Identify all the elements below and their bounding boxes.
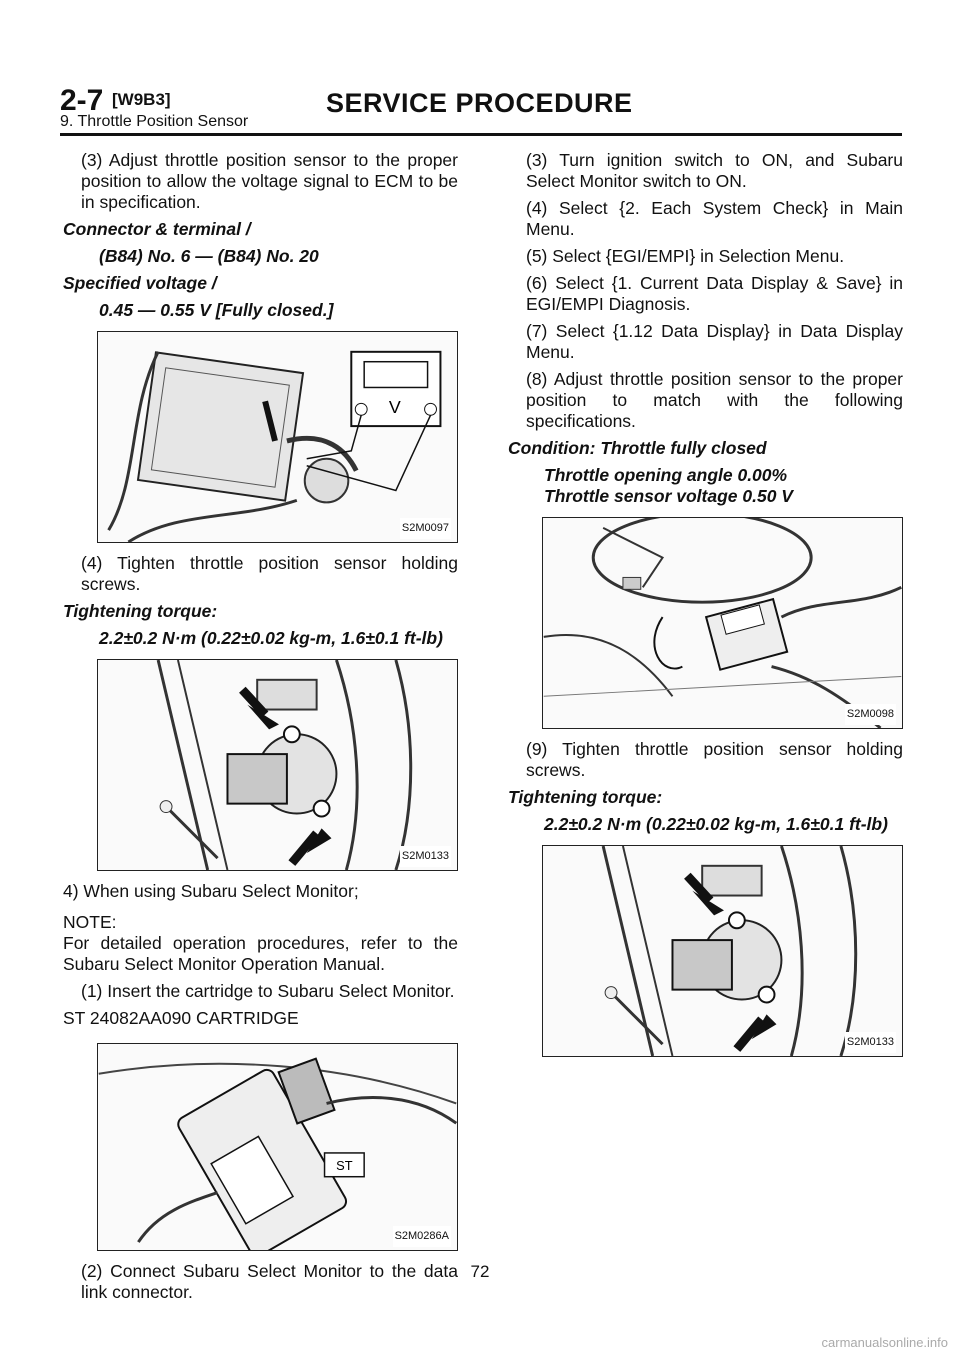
- step-2-connect: (2) Connect Subaru Select Monitor to the data link connector.: [81, 1261, 458, 1302]
- throttle-sensor-illustration: [543, 846, 902, 1056]
- note-label: NOTE:: [63, 912, 117, 932]
- special-tool-line: ST 24082AA090 CARTRIDGE: [63, 1008, 299, 1028]
- torque-label: Tightening torque:: [63, 601, 218, 621]
- watermark: carmanualsonline.info: [821, 1335, 948, 1350]
- step-3-ignition: (3) Turn ignition switch to ON, and Subaru Select Monitor switch to ON.: [526, 150, 903, 191]
- figure-caption: S2M0098: [845, 704, 896, 725]
- torque-value: 2.2±0.2 N·m (0.22±0.02 kg-m, 1.6±0.1 ft-lb): [544, 814, 888, 834]
- figure-throttle-sensor-2: [542, 845, 903, 1057]
- note-text: For detailed operation procedures, refer to the Subaru Select Monitor Operation Manual.: [63, 933, 458, 974]
- connector-label: Connector & terminal /: [63, 219, 251, 239]
- step-5-selection-menu: (5) Select {EGI/EMPI} in Selection Menu.: [526, 246, 845, 266]
- section-code: [W9B3]: [112, 90, 171, 109]
- step-4-tighten: (4) Tighten throttle position sensor holding screws.: [81, 553, 458, 594]
- svg-text:V: V: [388, 397, 401, 418]
- condition-line-2: Throttle opening angle 0.00%: [544, 465, 788, 485]
- torque-label: Tightening torque:: [508, 787, 663, 807]
- figure-caption: S2M0133: [400, 846, 451, 867]
- voltage-label: Specified voltage /: [63, 273, 217, 293]
- step-3-adjust: (3) Adjust throttle position sensor to the proper position to allow the voltage signal to ECM to be in specification.: [81, 150, 458, 212]
- subsection-title: 9. Throttle Position Sensor: [60, 113, 249, 130]
- section-title: SERVICE PROCEDURE: [326, 88, 633, 118]
- figure-select-monitor: [542, 517, 903, 729]
- voltage-value: 0.45 — 0.55 V [Fully closed.]: [99, 300, 334, 320]
- figure-caption: S2M0286A: [393, 1226, 451, 1247]
- step-8-adjust: (8) Adjust throttle position sensor to the proper position to match with the following specifications.: [526, 369, 903, 431]
- condition-line-1: Condition: Throttle fully closed: [508, 438, 767, 458]
- step-4-select-monitor: 4) When using Subaru Select Monitor;: [63, 881, 359, 901]
- header-rule: [60, 133, 902, 136]
- throttle-sensor-illustration: [98, 660, 457, 870]
- connector-value: (B84) No. 6 — (B84) No. 20: [99, 246, 319, 266]
- step-7-data-display: (7) Select {1.12 Data Display} in Data Display Menu.: [526, 321, 903, 362]
- right-column: [508, 150, 903, 1067]
- ecm-voltmeter-illustration: [98, 332, 457, 542]
- st-callout: ST: [336, 1157, 353, 1173]
- figure-cartridge: [97, 1043, 458, 1251]
- step-1-insert: (1) Insert the cartridge to Subaru Select Monitor.: [81, 981, 455, 1001]
- step-4-main-menu: (4) Select {2. Each System Check} in Main Menu.: [526, 198, 903, 239]
- condition-line-3: Throttle sensor voltage 0.50 V: [544, 486, 793, 506]
- figure-caption: S2M0133: [845, 1032, 896, 1053]
- left-column: [63, 150, 458, 1309]
- step-6-diagnosis: (6) Select {1. Current Data Display & Save} in EGI/EMPI Diagnosis.: [526, 273, 903, 314]
- cartridge-insert-illustration: [98, 1044, 457, 1250]
- select-monitor-illustration: [543, 518, 902, 728]
- figure-throttle-sensor: [97, 659, 458, 871]
- torque-value: 2.2±0.2 N·m (0.22±0.02 kg-m, 1.6±0.1 ft-lb): [99, 628, 443, 648]
- page-number: 72: [470, 1262, 490, 1281]
- figure-caption: S2M0097: [400, 518, 451, 539]
- section-number: 2-7: [60, 84, 104, 117]
- figure-voltmeter-ecm: [97, 331, 458, 543]
- step-9-tighten: (9) Tighten throttle position sensor holding screws.: [526, 739, 903, 780]
